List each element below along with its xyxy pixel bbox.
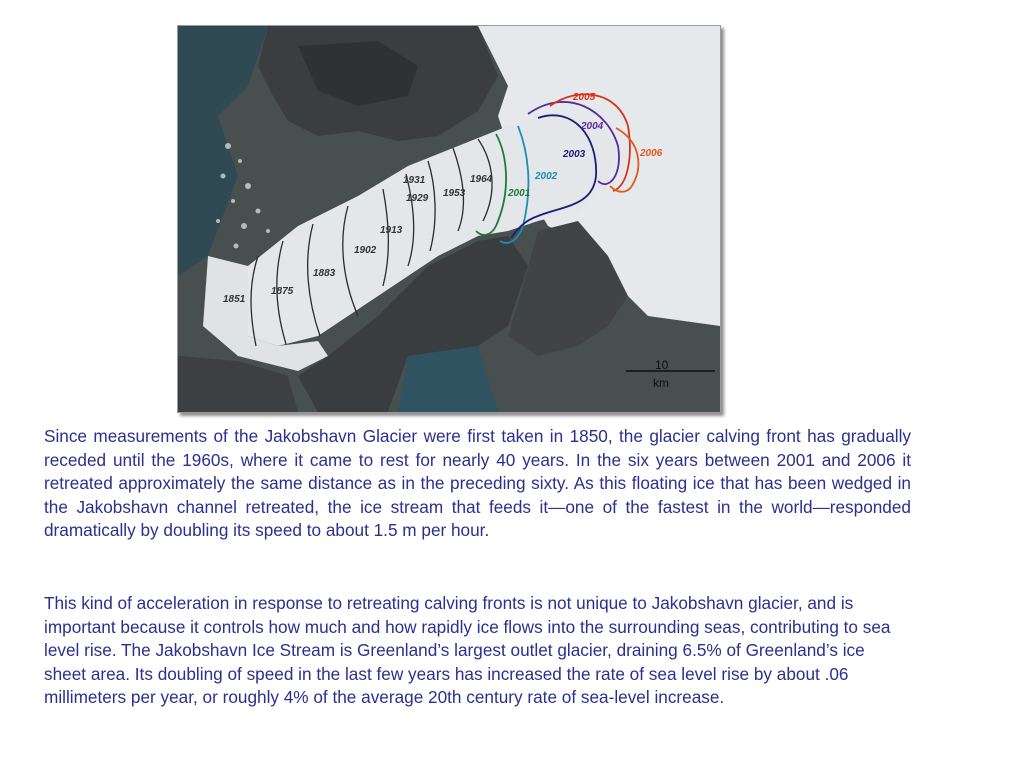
year-label-1902: 1902 <box>354 245 377 256</box>
year-label-2004: 2004 <box>581 121 604 132</box>
year-label-1913: 1913 <box>380 225 403 236</box>
year-label-1953: 1953 <box>443 188 466 199</box>
year-label-2003: 2003 <box>563 149 586 160</box>
year-label-2001: 2001 <box>508 188 531 199</box>
glacier-satellite-map <box>177 25 721 413</box>
scale-bar-unit: km <box>653 376 669 390</box>
year-label-2006: 2006 <box>640 148 663 159</box>
year-label-2002: 2002 <box>535 171 558 182</box>
body-paragraph-2: This kind of acceleration in response to retreating calving fronts is not unique to Jakobshavn glacier, and is important because it controls how much and how rapidly ice flows into the surrounding seas, contributing to sea level rise. The Jakobshavn Ice Stream is Greenland’s largest outlet glacier, draining 6.5% of Greenland’s ice sheet area. Its doubling of speed in the last few years has increased the rate of sea level rise by about .06 millimeters per year, or roughly 4% of the average 20th century rate of sea-level increase. <box>44 593 891 708</box>
body-paragraph-1: Since measurements of the Jakobshavn Glacier were first taken in 1850, the glacier calving front has gradually receded until the 1960s, where it came to rest for nearly 40 years. In the six years between 2001 and 2006 it retreated approximately the same distance as in the preceding sixty. As this floating ice that has been wedged in the Jakobshavn channel retreated, the ice stream that feeds it—one of the fastest in the world—responded dramatically by doubling its speed to about 1.5 m per hour. <box>44 426 911 541</box>
year-label-1875: 1875 <box>271 286 294 297</box>
scale-bar-value: 10 <box>655 358 669 372</box>
year-label-1964: 1964 <box>470 174 493 185</box>
year-label-1883: 1883 <box>313 268 336 279</box>
year-label-1931: 1931 <box>403 175 426 186</box>
year-label-1851: 1851 <box>223 294 246 305</box>
glacier-map-svg <box>178 26 720 412</box>
year-label-1929: 1929 <box>406 193 429 204</box>
year-label-2005: 2005 <box>573 92 596 103</box>
